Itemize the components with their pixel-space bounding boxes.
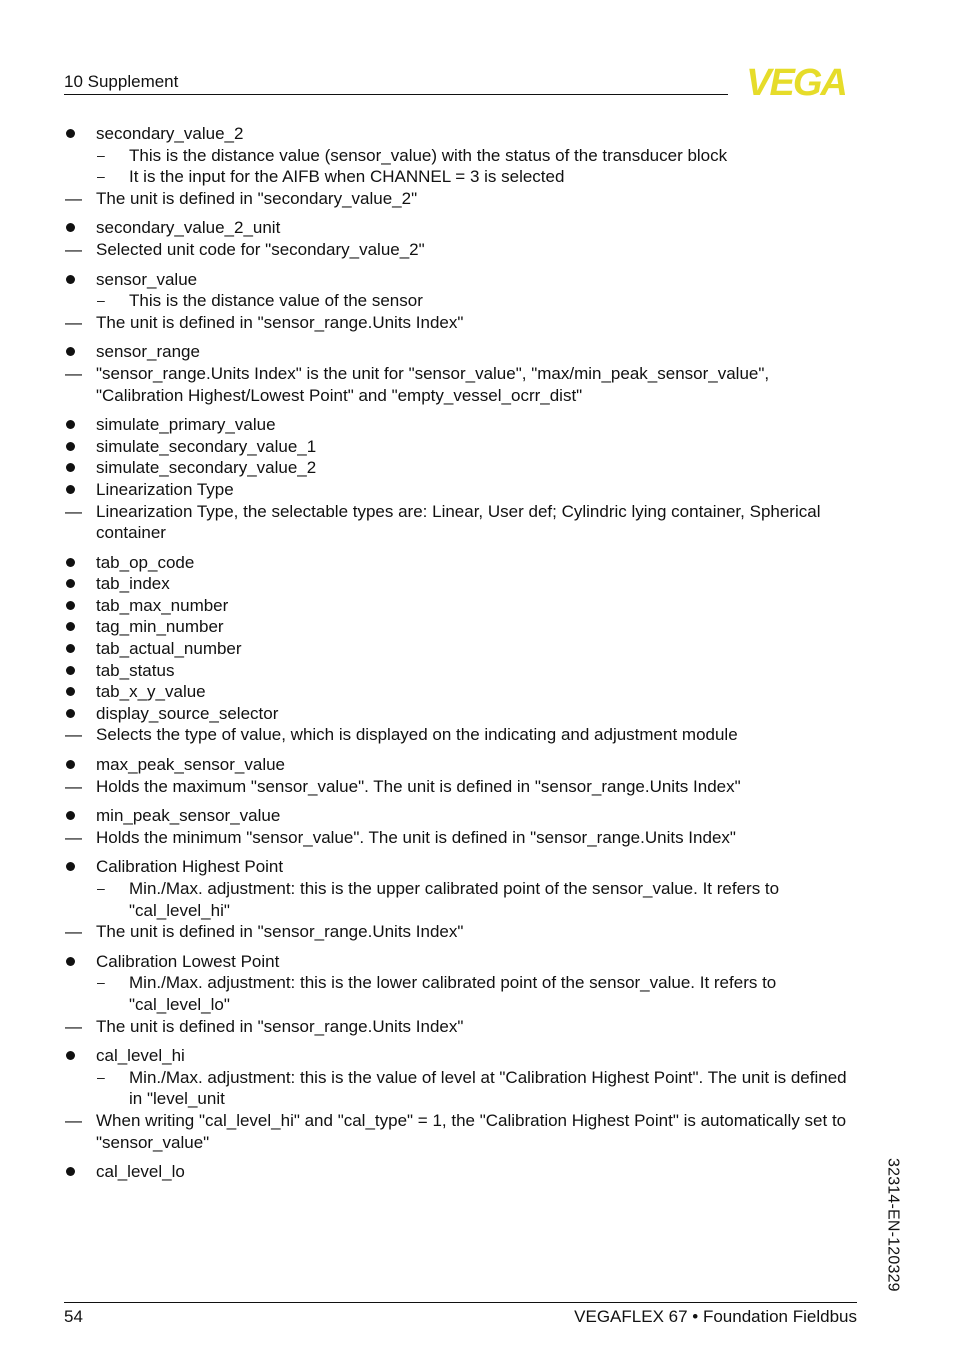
bullet-item xyxy=(64,754,860,776)
dash-note xyxy=(64,312,860,334)
dash-note-text: Linearization Type, the selectable types are: Linear, User def; Cylindric lying container, Spherical container xyxy=(96,501,821,543)
en-dash-icon: – xyxy=(97,146,105,163)
bullet-item-text: simulate_secondary_value_2 xyxy=(96,458,317,478)
dash-icon: — xyxy=(65,922,82,942)
dash-note-text: The unit is defined in "sensor_range.Units Index" xyxy=(96,922,464,942)
bullet-item xyxy=(64,951,860,973)
bullet-dot-icon xyxy=(66,644,75,653)
bullet-dot-icon xyxy=(66,347,75,356)
dash-icon: — xyxy=(65,188,82,208)
document-code: 32314-EN-120329 xyxy=(884,1158,902,1292)
dash-note xyxy=(64,501,860,544)
dash-icon: — xyxy=(65,827,82,847)
spacer xyxy=(64,406,860,414)
bullet-item xyxy=(64,681,860,703)
spacer xyxy=(64,943,860,951)
dash-note-text: Holds the maximum "sensor_value". The unit is defined in "sensor_range.Units Index" xyxy=(96,776,741,796)
en-dash-icon: – xyxy=(97,974,105,991)
bullet-item xyxy=(64,595,860,617)
bullet-item xyxy=(64,805,860,827)
dash-icon: — xyxy=(65,725,82,745)
dash-note-text: Selects the type of value, which is displayed on the indicating and adjustment module xyxy=(96,725,738,745)
bullet-item-text: secondary_value_2_unit xyxy=(96,218,281,238)
bullet-dot-icon xyxy=(66,275,75,284)
bullet-dot-icon xyxy=(66,485,75,494)
dash-note-text: "sensor_range.Units Index" is the unit for "sensor_value", "max/min_peak_sensor_value", "Calibration Highest/Lowest Point" and "empty_vessel_ocrr_dist" xyxy=(96,363,770,405)
bullet-item-text: Linearization Type xyxy=(96,479,234,499)
bullet-item xyxy=(64,703,860,725)
dash-note xyxy=(64,921,860,943)
bullet-item xyxy=(64,573,860,595)
sub-item xyxy=(64,878,860,921)
bullet-dot-icon xyxy=(66,622,75,631)
bullet-item xyxy=(64,616,860,638)
bullet-dot-icon xyxy=(66,957,75,966)
en-dash-icon: – xyxy=(97,1068,105,1085)
spacer xyxy=(64,1153,860,1161)
dash-note xyxy=(64,827,860,849)
supplement-list xyxy=(64,123,860,1183)
sub-item xyxy=(64,972,860,1015)
dash-icon: — xyxy=(65,1016,82,1036)
en-dash-icon: – xyxy=(97,292,105,309)
bullet-item xyxy=(64,123,860,145)
bullet-dot-icon xyxy=(66,1167,75,1176)
dash-note xyxy=(64,724,860,746)
bullet-item xyxy=(64,552,860,574)
sub-item-text: Min./Max. adjustment: this is the value of level at "Calibration Highest Point". The unit is defined in "level_unit xyxy=(129,1067,847,1109)
bullet-dot-icon xyxy=(66,760,75,769)
bullet-dot-icon xyxy=(66,442,75,451)
bullet-dot-icon xyxy=(66,709,75,718)
sub-item-text: This is the distance value (sensor_value) with the status of the transducer block xyxy=(129,145,728,165)
dash-note-text: The unit is defined in "sensor_range.Units Index" xyxy=(96,1016,464,1036)
bullet-item-text: tab_status xyxy=(96,660,175,680)
bullet-dot-icon xyxy=(66,558,75,567)
bullet-item-text: sensor_value xyxy=(96,269,198,289)
bullet-dot-icon xyxy=(66,579,75,588)
dash-note xyxy=(64,239,860,261)
bullet-item-text: tag_min_number xyxy=(96,617,224,637)
bullet-dot-icon xyxy=(66,463,75,472)
bullet-item-text: simulate_primary_value xyxy=(96,415,276,435)
bullet-item-text: sensor_range xyxy=(96,342,200,362)
bullet-dot-icon xyxy=(66,223,75,232)
bullet-item-text: min_peak_sensor_value xyxy=(96,806,281,826)
spacer xyxy=(64,261,860,269)
bullet-item xyxy=(64,660,860,682)
vega-logo xyxy=(733,64,859,98)
en-dash-icon: – xyxy=(97,880,105,896)
bullet-item-text: Calibration Lowest Point xyxy=(96,951,280,971)
en-dash-icon: – xyxy=(97,168,105,185)
sub-item xyxy=(64,1067,860,1110)
dash-icon: — xyxy=(65,501,82,521)
dash-note-text: The unit is defined in "sensor_range.Units Index" xyxy=(96,312,464,332)
sub-item-text: Min./Max. adjustment: this is the upper calibrated point of the sensor_value. It refers to "cal_level_hi" xyxy=(129,879,780,920)
dash-icon: — xyxy=(65,776,82,796)
bullet-dot-icon xyxy=(66,811,75,820)
bullet-dot-icon xyxy=(66,420,75,429)
bullet-item-text: max_peak_sensor_value xyxy=(96,755,286,775)
dash-note xyxy=(64,363,860,406)
bullet-dot-icon xyxy=(66,601,75,610)
bullet-item xyxy=(64,436,860,458)
page-number: 54 xyxy=(64,1307,83,1326)
sub-item xyxy=(64,290,860,312)
bullet-item-text: Calibration Highest Point xyxy=(96,857,284,877)
sub-item-text: This is the distance value of the sensor xyxy=(129,291,423,311)
bullet-item-text: tab_actual_number xyxy=(96,639,242,659)
section-heading: 10 Supplement xyxy=(64,72,179,91)
bullet-dot-icon xyxy=(66,129,75,138)
dash-note-text: The unit is defined in "secondary_value_2" xyxy=(96,188,418,208)
bullet-item xyxy=(64,457,860,479)
bullet-item-text: tab_x_y_value xyxy=(96,682,206,702)
spacer xyxy=(64,848,860,856)
spacer xyxy=(64,797,860,805)
bullet-item-text: display_source_selector xyxy=(96,703,279,723)
spacer xyxy=(64,209,860,217)
dash-icon: — xyxy=(65,1110,82,1130)
bullet-item-text: cal_level_lo xyxy=(96,1162,185,1182)
bullet-dot-icon xyxy=(66,862,75,871)
bullet-item xyxy=(64,856,860,878)
dash-note-text: Selected unit code for "secondary_value_2" xyxy=(96,239,425,259)
bullet-item-text: tab_max_number xyxy=(96,595,229,615)
footer-rule xyxy=(64,1302,857,1303)
dash-note-text: Holds the minimum "sensor_value". The unit is defined in "sensor_range.Units Index" xyxy=(96,827,736,847)
bullet-dot-icon xyxy=(66,687,75,696)
bullet-item xyxy=(64,269,860,291)
dash-icon: — xyxy=(65,239,82,259)
spacer xyxy=(64,544,860,552)
product-name: VEGAFLEX 67 • Foundation Fieldbus xyxy=(574,1307,857,1326)
dash-note xyxy=(64,776,860,798)
bullet-item xyxy=(64,217,860,239)
bullet-item xyxy=(64,479,860,501)
spacer xyxy=(64,746,860,754)
dash-icon: — xyxy=(65,312,82,332)
dash-note xyxy=(64,1110,860,1153)
dash-icon: — xyxy=(65,363,82,383)
bullet-item-text: cal_level_hi xyxy=(96,1046,185,1066)
dash-note-text: When writing "cal_level_hi" and "cal_type" = 1, the "Calibration Highest Point" is automatically set to "sensor_value" xyxy=(96,1110,847,1152)
header-rule xyxy=(64,94,728,95)
sub-item-text: It is the input for the AIFB when CHANNEL = 3 is selected xyxy=(129,167,565,187)
sub-item-text: Min./Max. adjustment: this is the lower calibrated point of the sensor_value. It refers to "cal_level_lo" xyxy=(129,973,777,1014)
bullet-item-text: secondary_value_2 xyxy=(96,124,244,143)
bullet-dot-icon xyxy=(66,666,75,675)
bullet-item xyxy=(64,414,860,436)
spacer xyxy=(64,333,860,341)
bullet-item-text: tab_index xyxy=(96,574,170,594)
dash-note xyxy=(64,188,860,210)
bullet-item xyxy=(64,1045,860,1067)
sub-item xyxy=(64,166,860,188)
bullet-item xyxy=(64,638,860,660)
spacer xyxy=(64,1037,860,1045)
bullet-item xyxy=(64,1161,860,1183)
dash-note xyxy=(64,1016,860,1038)
svg-text:VEGA: VEGA xyxy=(746,64,846,98)
bullet-item xyxy=(64,341,860,363)
sub-item xyxy=(64,145,860,167)
bullet-item-text: tab_op_code xyxy=(96,552,195,572)
bullet-dot-icon xyxy=(66,1051,75,1060)
bullet-item-text: simulate_secondary_value_1 xyxy=(96,436,317,456)
